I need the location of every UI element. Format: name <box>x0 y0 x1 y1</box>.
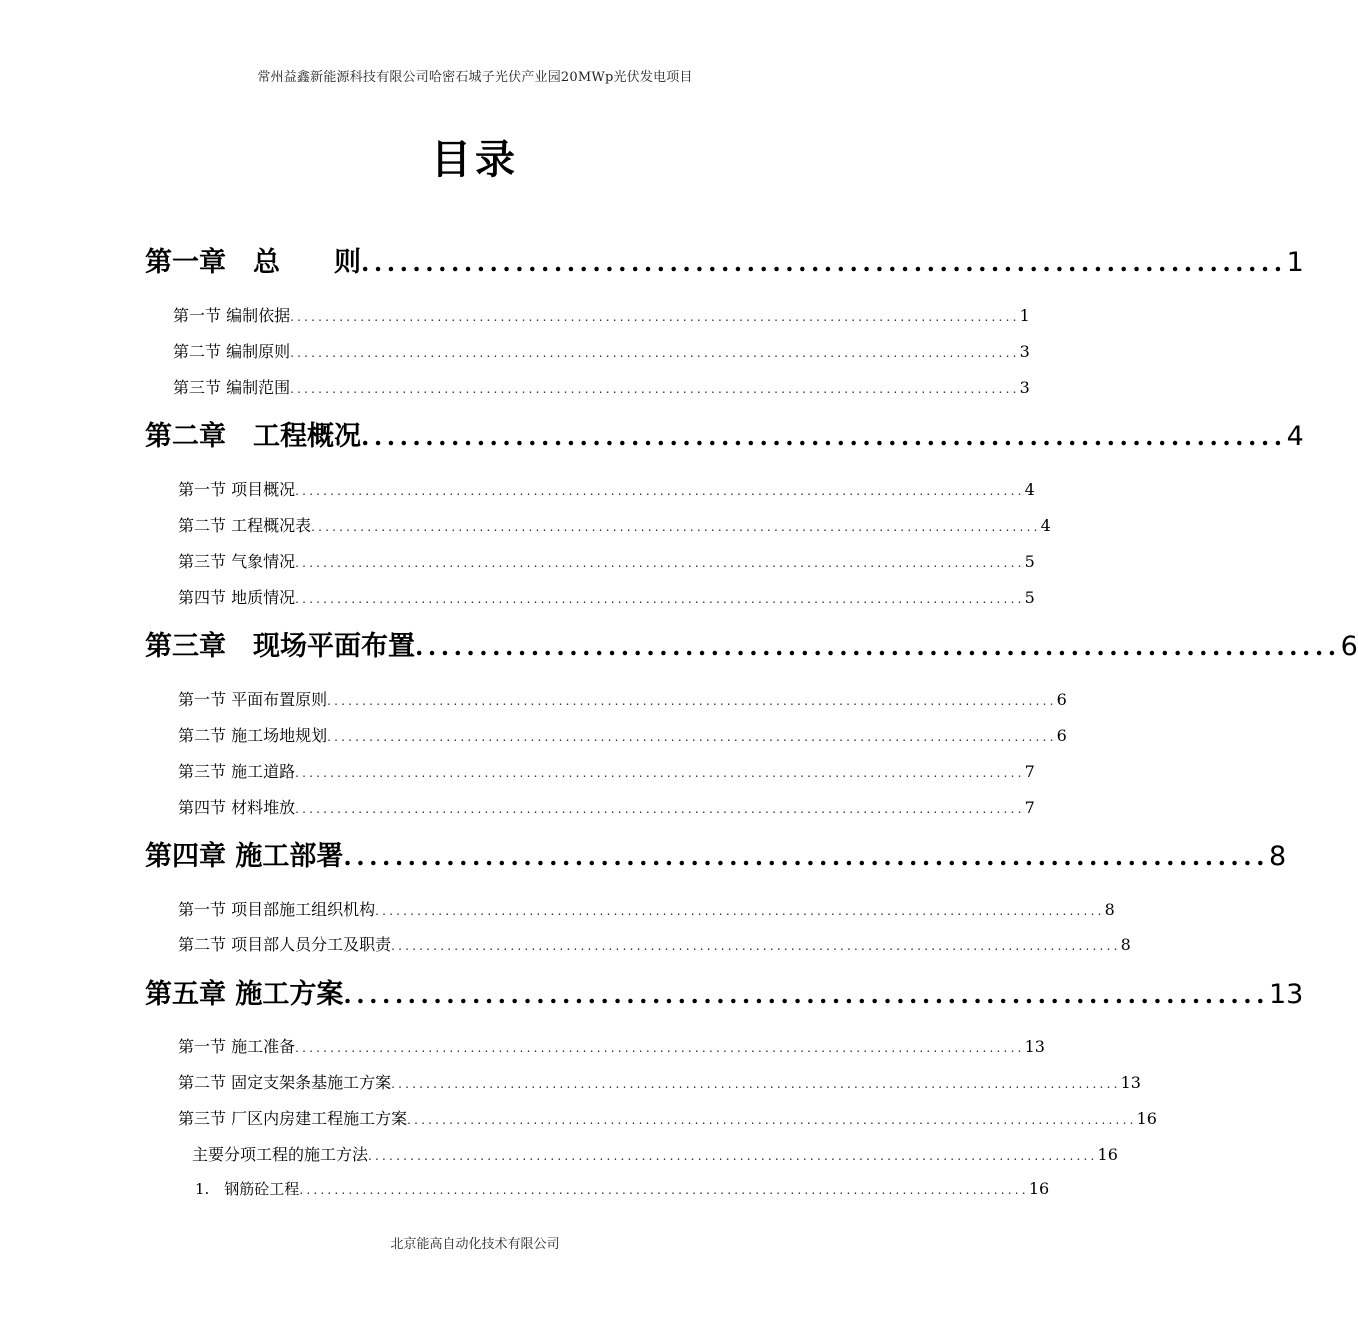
toc-entry-label: 第二节 编制原则 <box>173 342 291 361</box>
toc-page-number: 3 <box>1019 342 1030 361</box>
toc-page-number: 5 <box>1024 588 1035 607</box>
page-title: 目录 <box>431 137 519 183</box>
toc-page-number: 8 <box>1104 900 1115 919</box>
toc-page-number: 8 <box>1269 841 1287 872</box>
toc-leader-dots: ........................................................................................................ <box>295 1041 1025 1055</box>
toc-section-3-1[interactable] <box>178 687 1067 711</box>
toc-section-3-3[interactable] <box>178 759 1035 783</box>
toc-section-2-4[interactable] <box>178 585 1035 609</box>
toc-entry-label: 第二节 固定支架条基施工方案 <box>178 1073 392 1092</box>
toc-leader-dots: ........................................................................................................ <box>295 484 1025 498</box>
toc-page-number: 16 <box>1136 1109 1157 1128</box>
toc-page-number: 6 <box>1056 726 1067 745</box>
toc-section-2-2[interactable] <box>178 513 1051 537</box>
toc-chapter-1[interactable] <box>145 240 1304 280</box>
toc-section-5-3[interactable] <box>178 1106 1157 1130</box>
toc-entry-label: 1. 钢筋砼工程 <box>195 1180 300 1198</box>
toc-entry-label: 第二节 工程概况表 <box>178 516 312 535</box>
toc-leader-dots: ........................................................................ <box>343 842 1269 871</box>
toc-entry-label: 第一节 项目部施工组织机构 <box>178 900 376 919</box>
toc-page-number: 3 <box>1019 378 1030 397</box>
toc-entry-label: 第一节 编制依据 <box>173 306 291 325</box>
toc-entry-label: 主要分项工程的施工方法 <box>192 1145 369 1164</box>
toc-entry-label: 第四章 施工部署 <box>145 841 344 872</box>
toc-page-number: 1 <box>1019 306 1030 325</box>
toc-entry-label: 第一节 施工准备 <box>178 1037 296 1056</box>
toc-section-1-2[interactable] <box>173 339 1030 363</box>
toc-section-5-1[interactable] <box>178 1034 1045 1058</box>
toc-page-number: 13 <box>1120 1073 1141 1092</box>
toc-page-number: 6 <box>1056 690 1067 709</box>
toc-entry-label: 第五章 施工方案 <box>145 979 344 1010</box>
toc-page-number: 6 <box>1340 631 1358 662</box>
toc-leader-dots: ........................................................................................................ <box>290 382 1020 396</box>
page-footer: 北京能高自动化技术有限公司 <box>390 1237 560 1252</box>
toc-chapter-4[interactable] <box>145 834 1287 874</box>
toc-section-4-2[interactable] <box>178 932 1131 956</box>
toc-leader-dots: ........................................................................................................ <box>295 556 1025 570</box>
toc-page-number: 13 <box>1269 979 1304 1010</box>
toc-leader-dots: ........................................................................................................ <box>391 939 1121 953</box>
toc-leader-dots: ........................................................................................................ <box>375 904 1105 918</box>
toc-leader-dots: ........................................................................................................ <box>368 1149 1098 1163</box>
toc-leader-dots: ........................................................................................................ <box>311 520 1041 534</box>
toc-page-number: 13 <box>1024 1037 1045 1056</box>
toc-leader-dots: ........................................................................................................ <box>327 694 1057 708</box>
toc-section-1-1[interactable] <box>173 303 1030 327</box>
toc-entry-label: 第四节 地质情况 <box>178 588 296 607</box>
toc-chapter-2[interactable] <box>145 414 1304 454</box>
toc-entry-label: 第二节 施工场地规划 <box>178 726 328 745</box>
toc-page-number: 8 <box>1120 935 1131 954</box>
toc-section-3-4[interactable] <box>178 795 1035 819</box>
toc-chapter-5[interactable] <box>145 972 1304 1012</box>
page-header: 常州益鑫新能源科技有限公司哈密石城子光伏产业园20MWp光伏发电项目 <box>257 70 693 85</box>
toc-page-number: 4 <box>1040 516 1051 535</box>
toc-page-number: 4 <box>1286 421 1304 452</box>
toc-leader-dots: ........................................................................................................ <box>299 1183 1029 1197</box>
toc-page-number: 7 <box>1024 798 1035 817</box>
toc-entry-label: 第三章 现场平面布置 <box>145 631 415 662</box>
toc-leader-dots: ........................................................................................................ <box>290 346 1020 360</box>
toc-leader-dots: ........................................................................................................ <box>290 310 1020 324</box>
toc-page-number: 7 <box>1024 762 1035 781</box>
toc-leader-dots: ........................................................................ <box>343 980 1269 1009</box>
toc-entry-label: 第三节 施工道路 <box>178 762 296 781</box>
toc-leader-dots: ........................................................................ <box>361 248 1287 277</box>
toc-page-number: 4 <box>1024 480 1035 499</box>
toc-leader-dots: ........................................................................ <box>361 422 1287 451</box>
toc-entry-label: 第二节 项目部人员分工及职责 <box>178 935 392 954</box>
toc-leader-dots: ........................................................................................................ <box>327 730 1057 744</box>
toc-section-2-1[interactable] <box>178 477 1035 501</box>
toc-section-5-2[interactable] <box>178 1070 1141 1094</box>
toc-entry-label: 第一节 项目概况 <box>178 480 296 499</box>
toc-entry-label: 第三节 编制范围 <box>173 378 291 397</box>
toc-section-2-3[interactable] <box>178 549 1035 573</box>
toc-page-number: 16 <box>1028 1179 1050 1198</box>
toc-entry-label: 第三节 厂区内房建工程施工方案 <box>178 1109 408 1128</box>
toc-section-3-2[interactable] <box>178 723 1067 747</box>
toc-entry-label: 第四节 材料堆放 <box>178 798 296 817</box>
toc-entry-label: 第三节 气象情况 <box>178 552 296 571</box>
toc-leader-dots: ........................................................................................................ <box>407 1113 1137 1127</box>
toc-subsection-5-3-1[interactable] <box>192 1142 1118 1166</box>
toc-entry-label: 第二章 工程概况 <box>145 421 361 452</box>
toc-leader-dots: ........................................................................................................ <box>295 592 1025 606</box>
toc-entry-label: 第一节 平面布置原则 <box>178 690 328 709</box>
toc-leader-dots: ........................................................................ <box>415 632 1341 661</box>
toc-section-4-1[interactable] <box>178 897 1115 921</box>
toc-leader-dots: ........................................................................................................ <box>295 802 1025 816</box>
toc-chapter-3[interactable] <box>145 624 1358 664</box>
toc-page-number: 5 <box>1024 552 1035 571</box>
toc-page-number: 1 <box>1286 247 1304 278</box>
toc-leader-dots: ........................................................................................................ <box>391 1077 1121 1091</box>
toc-section-1-3[interactable] <box>173 375 1030 399</box>
toc-leader-dots: ........................................................................................................ <box>295 766 1025 780</box>
toc-entry-label: 第一章 总 则 <box>145 247 361 278</box>
toc-page-number: 16 <box>1097 1145 1118 1164</box>
toc-item-5-3-1-1[interactable] <box>195 1178 1050 1202</box>
